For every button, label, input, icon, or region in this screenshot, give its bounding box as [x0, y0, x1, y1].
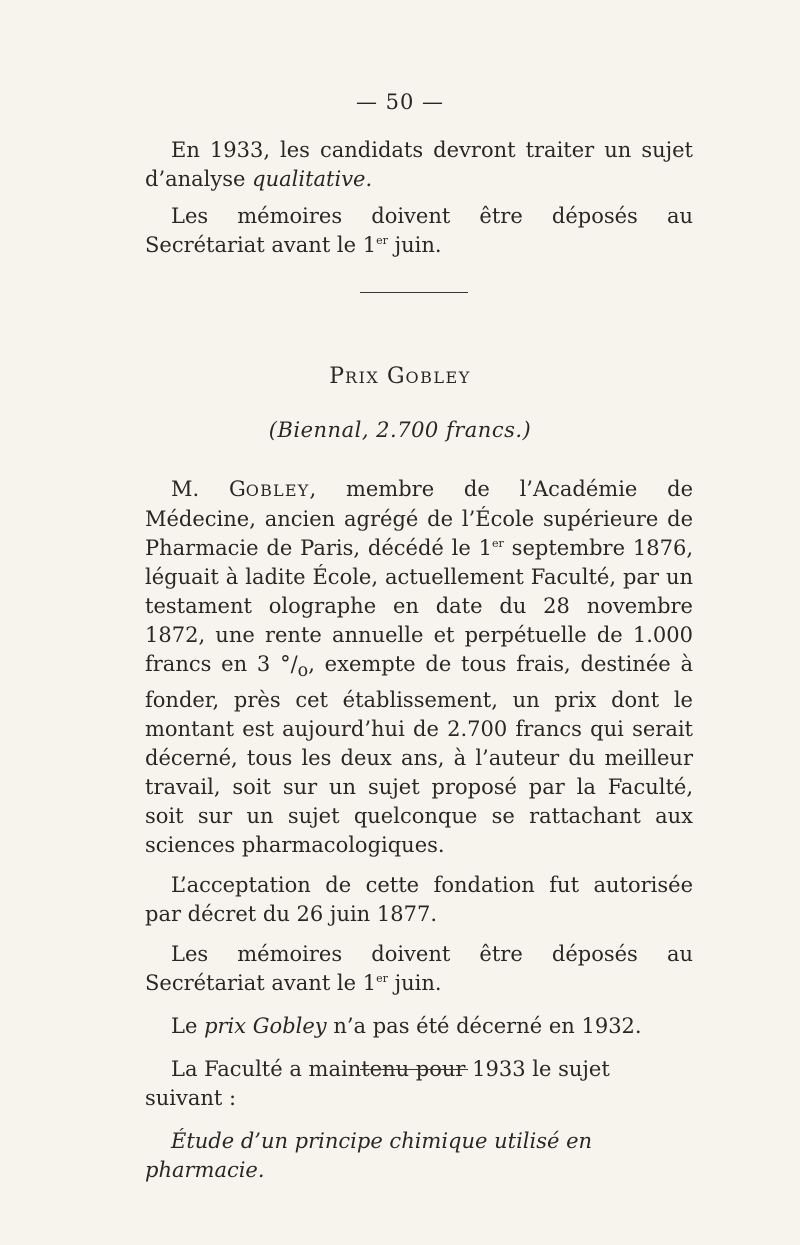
body-p1-name-rest: OBLEY — [245, 481, 310, 500]
body-p4-text: Le — [171, 1014, 205, 1039]
heading-name-rest: OBLEY — [405, 368, 471, 387]
body-p1-text-b: septembre 1876, léguait à ladite École, actuellement Faculté, par un testament olographe en date du 28 novembre 1872, une rente annuelle et perpétuelle de 1.000 francs en 3 °/ — [145, 536, 693, 676]
intro-p2-text: Les mémoires doivent être déposés au Secrétariat avant le 1 — [145, 204, 693, 257]
intro-section — [145, 136, 693, 260]
section-subtitle: (Biennal, 2.700 francs.) — [268, 418, 532, 442]
body-p3-text: Les mémoires doivent être déposés au Secrétariat avant le 1 — [145, 942, 693, 996]
intro-p2-text-end: juin. — [387, 233, 442, 257]
intro-paragraph-1 — [145, 136, 693, 194]
heading-prix-rest: RIX — [345, 368, 380, 387]
body-p4-italic: prix Gobley — [204, 1014, 327, 1039]
body-p3-text-end: juin. — [387, 971, 442, 996]
body-p1-text-a: , membre de l’Académie de Médecine, ancien agrégé de l’École supérieure de Pharmacie de Paris, décédé le 1 — [145, 477, 693, 560]
page-number: — 50 — — [355, 90, 445, 114]
body-p1-subscript: o — [297, 661, 309, 682]
body-paragraph-3 — [145, 940, 693, 998]
intro-p1-text: En 1933, les candidats devront traiter un sujet d’analyse — [145, 138, 693, 191]
intro-paragraph-2 — [145, 202, 693, 260]
body-paragraph-5: La Faculté a maintenu pour 1933 le sujet suivant : — [145, 1057, 610, 1111]
body-p1-text-c: , exempte de tous frais, destinée à fonder, près cet établissement, un prix dont le montant est aujourd’hui de 2.700 francs qui serait décerné, tous les deux ans, à l’auteur du meilleur travail, soit sur un sujet proposé par la Faculté, soit sur un sujet quelconque se rattachant aux sciences pharmacologiques. — [145, 652, 693, 858]
heading-name-initial: G — [386, 364, 406, 389]
main-section — [145, 475, 693, 1185]
intro-p1-italic: qualitative. — [252, 167, 373, 191]
body-p1-m: M. G — [171, 477, 246, 501]
body-paragraph-4 — [145, 1012, 693, 1041]
divider-rule-top — [360, 292, 468, 293]
body-paragraph-2: L’acceptation de cette fondation fut autorisée par décret du 26 juin 1877. — [145, 873, 693, 927]
body-p4-text-end: n’a pas été décerné en 1932. — [326, 1014, 642, 1039]
heading-prix-initial: P — [329, 364, 346, 389]
body-p1-superscript: er — [492, 537, 504, 550]
section-heading — [0, 364, 800, 389]
body-paragraph-1 — [145, 475, 693, 860]
divider-rule-bottom — [360, 1069, 468, 1070]
intro-p2-superscript: er — [376, 234, 388, 247]
body-p3-superscript: er — [376, 972, 388, 986]
body-paragraph-6: Étude d’un principe chimique utilisé en pharmacie. — [145, 1129, 593, 1183]
